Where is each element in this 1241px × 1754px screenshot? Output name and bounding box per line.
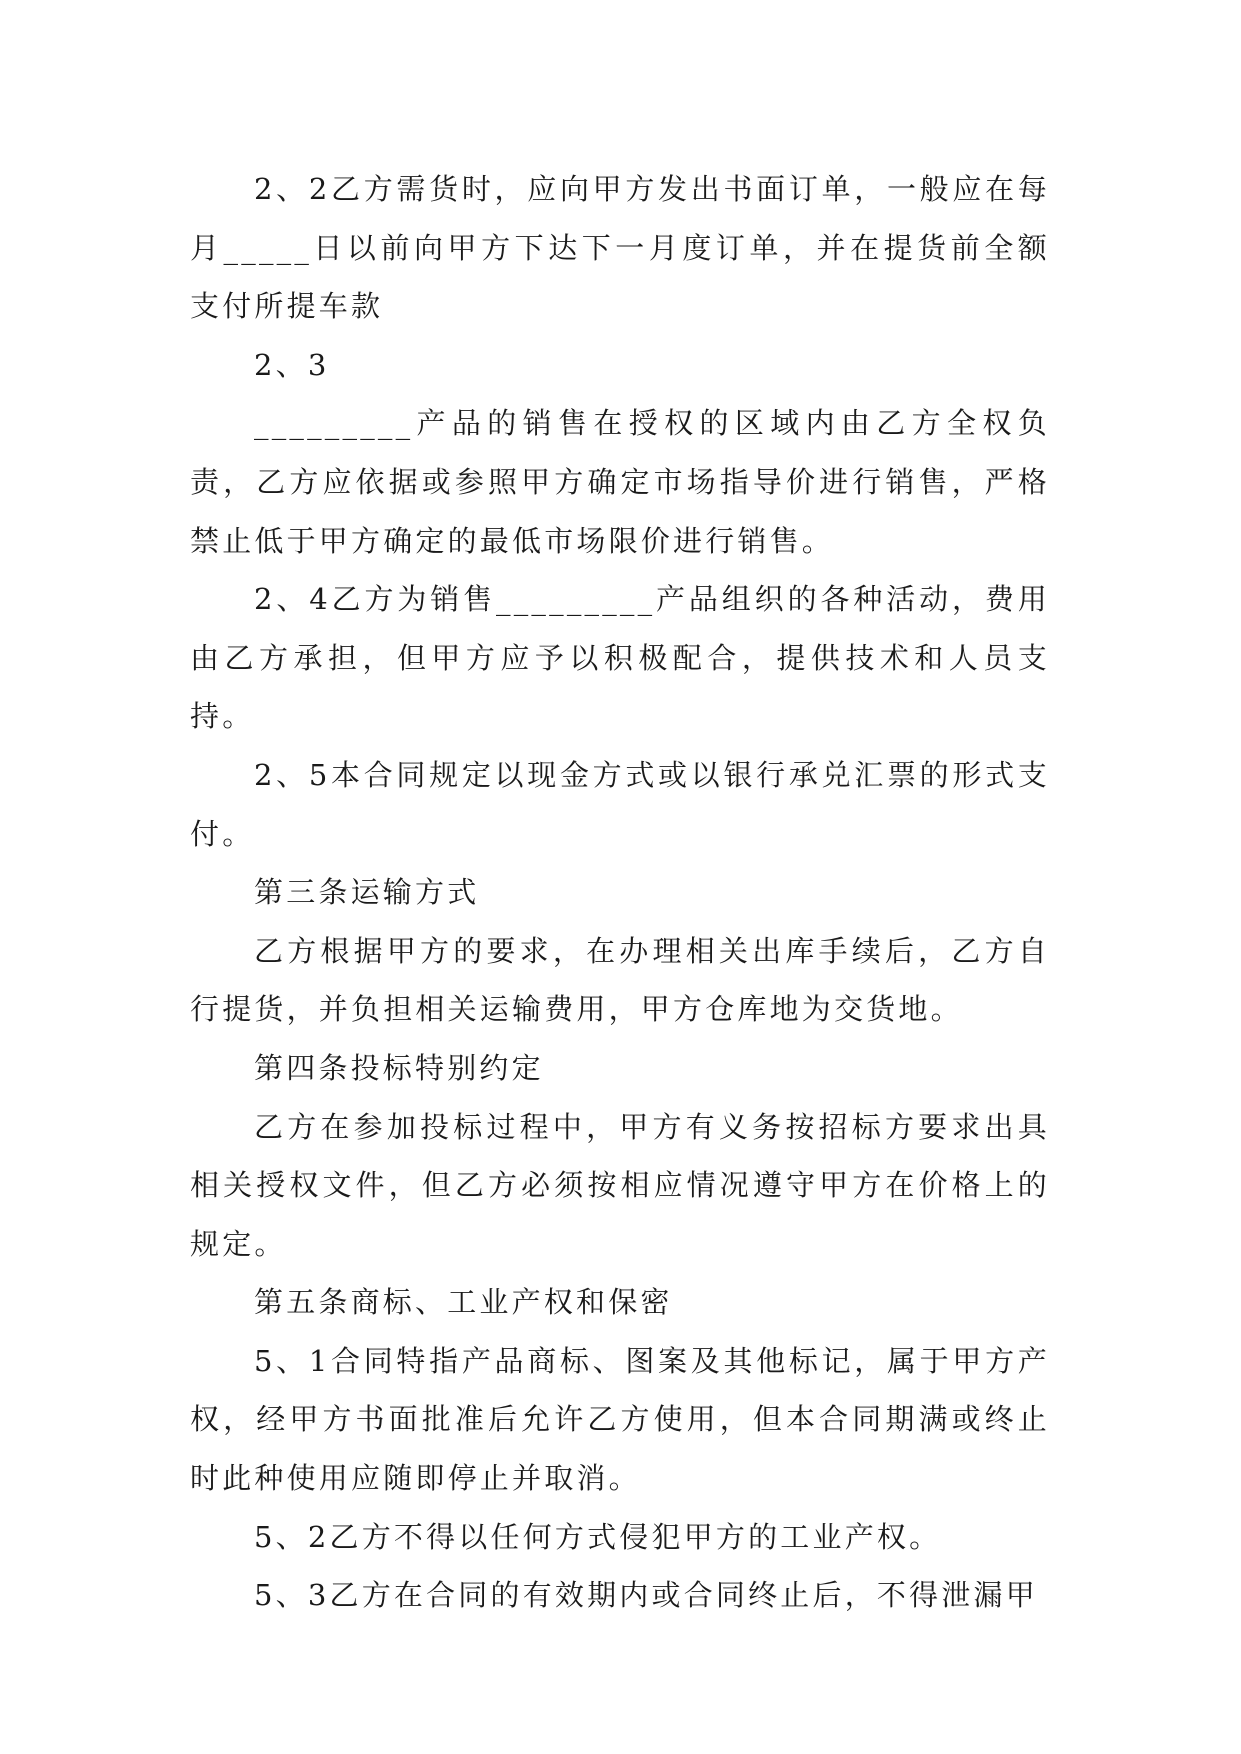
clause-5-3: 5、3乙方在合同的有效期内或合同终止后，不得泄漏甲 — [254, 1578, 1038, 1613]
clause-2-3-number: 2、3 — [254, 347, 330, 382]
clause-2-5: 2、5本合同规定以现金方式或以银行承兑汇票的形式支付。 — [190, 757, 1050, 851]
article-4-body: 乙方在参加投标过程中，甲方有义务按招标方要求出具相关授权文件，但乙方必须按相应情况遵守甲方在价格上的规定。 — [190, 1109, 1050, 1261]
article-3-heading: 第三条运输方式 — [254, 875, 480, 910]
clause-2-4: 2、4乙方为销售_________产品组织的各种活动，费用由乙方承担，但甲方应予以积极配合，提供技术和人员支持。 — [190, 582, 1050, 734]
article-4-heading: 第四条投标特别约定 — [254, 1050, 544, 1085]
clause-2-3-body: _________产品的销售在授权的区域内由乙方全权负责，乙方应依据或参照甲方确定市场指导价进行销售，严格禁止低于甲方确定的最低市场限价进行销售。 — [190, 406, 1050, 558]
clause-5-1: 5、1合同特指产品商标、图案及其他标记，属于甲方产权，经甲方书面批准后允许乙方使用，但本合同期满或终止时此种使用应随即停止并取消。 — [190, 1343, 1050, 1496]
clause-2-2: 2、2乙方需货时，应向甲方发出书面订单，一般应在每月_____日以前向甲方下达下一月度订单，并在提货前全额支付所提车款 — [190, 172, 1050, 324]
article-3-body: 乙方根据甲方的要求，在办理相关出库手续后，乙方自行提货，并负担相关运输费用，甲方仓库地为交货地。 — [190, 933, 1050, 1027]
clause-5-2: 5、2乙方不得以任何方式侵犯甲方的工业产权。 — [254, 1519, 942, 1554]
article-5-heading: 第五条商标、工业产权和保密 — [254, 1285, 673, 1320]
document-body — [190, 160, 1050, 1625]
